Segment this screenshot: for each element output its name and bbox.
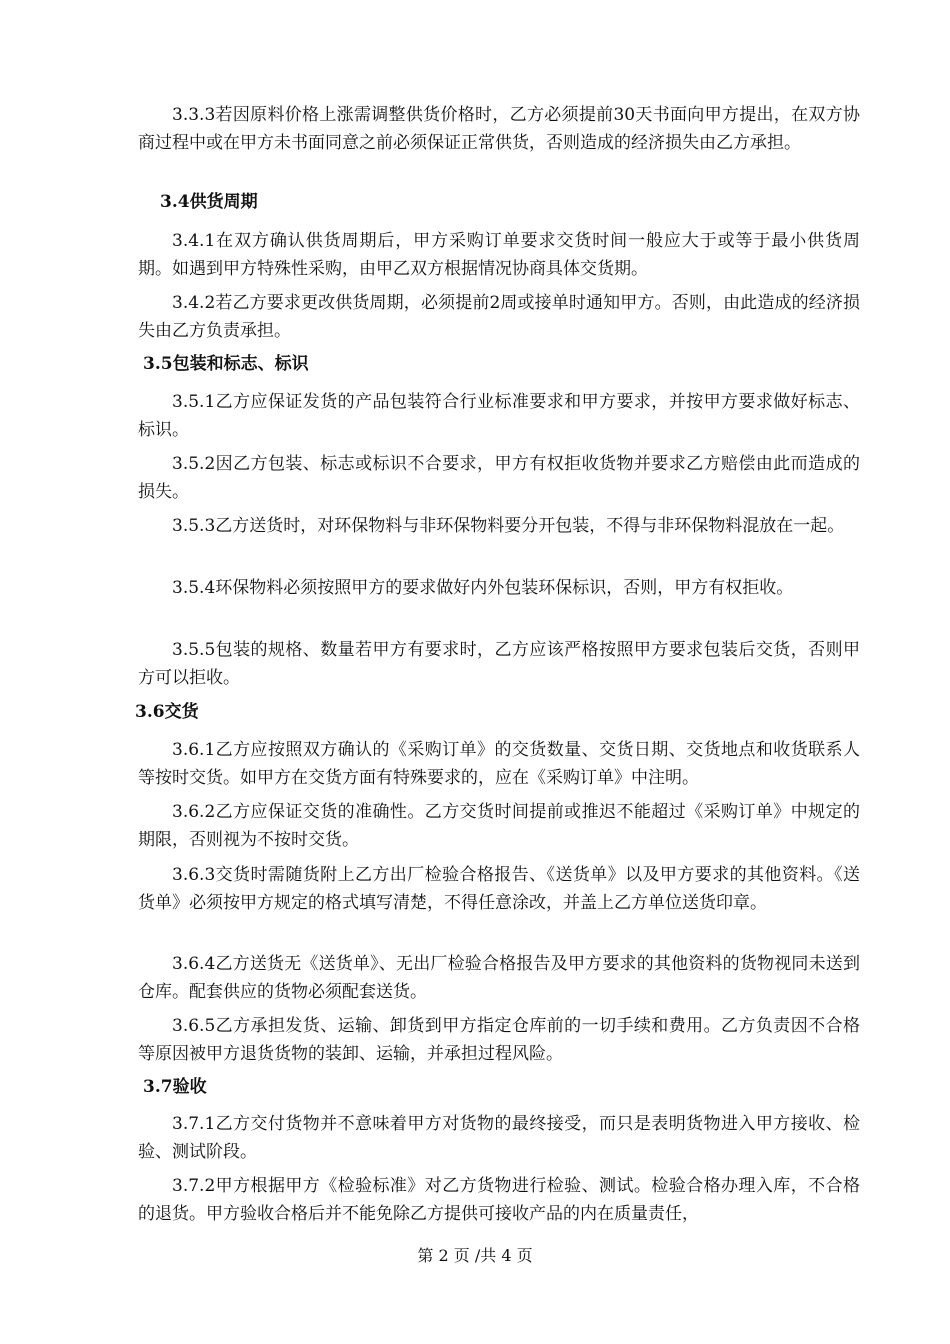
page-footer: 第 2 页 /共 4 页 — [417, 1246, 533, 1265]
paragraph-3-5-1: 3.5.1乙方应保证发货的产品包装符合行业标准要求和甲方要求，并按甲方要求做好标志、标识。 — [138, 392, 860, 440]
paragraph-3-4-1: 3.4.1在双方确认供货周期后，甲方采购订单要求交货时间一般应大于或等于最小供货周期。如遇到甲方特殊性采购，由甲乙双方根据情况协商具体交货期。 — [138, 231, 860, 279]
heading-3-7: 3.7验收 — [143, 1077, 207, 1097]
heading-3-6: 3.6交货 — [135, 702, 199, 722]
paragraph-3-5-2: 3.5.2因乙方包装、标志或标识不合要求，甲方有权拒收货物并要求乙方赔偿由此而造成的损失。 — [138, 454, 860, 502]
paragraph-3-6-1: 3.6.1乙方应按照双方确认的《采购订单》的交货数量、交货日期、交货地点和收货联系人等按时交货。如甲方在交货方面有特殊要求的，应在《采购订单》中注明。 — [138, 740, 860, 788]
paragraph-3-7-1: 3.7.1乙方交付货物并不意味着甲方对货物的最终接受，而只是表明货物进入甲方接收、检验、测试阶段。 — [138, 1114, 860, 1162]
heading-3-4: 3.4供货周期 — [160, 192, 258, 212]
paragraph-3-6-4: 3.6.4乙方送货无《送货单》、无出厂检验合格报告及甲方要求的其他资料的货物视同未送到仓库。配套供应的货物必须配套送货。 — [138, 954, 860, 1002]
paragraph-3-5-3: 3.5.3乙方送货时，对环保物料与非环保物料要分开包装，不得与非环保物料混放在一起。 — [172, 516, 845, 536]
paragraph-3-5-5: 3.5.5包装的规格、数量若甲方有要求时，乙方应该严格按照甲方要求包装后交货，否则甲方可以拒收。 — [138, 640, 860, 688]
heading-3-5: 3.5包装和标志、标识 — [143, 354, 309, 374]
paragraph-3-5-4: 3.5.4环保物料必须按照甲方的要求做好内外包装环保标识，否则，甲方有权拒收。 — [172, 578, 794, 598]
paragraph-3-7-2: 3.7.2甲方根据甲方《检验标准》对乙方货物进行检验、测试。检验合格办理入库，不合格的退货。甲方验收合格后并不能免除乙方提供可接收产品的内在质量责任， — [138, 1176, 860, 1224]
paragraph-3-6-2: 3.6.2乙方应保证交货的准确性。乙方交货时间提前或推迟不能超过《采购订单》中规定的期限，否则视为不按时交货。 — [138, 802, 860, 850]
paragraph-3-3-3: 3.3.3若因原料价格上涨需调整供货价格时，乙方必须提前30天书面向甲方提出，在双方协商过程中或在甲方未书面同意之前必须保证正常供货，否则造成的经济损失由乙方承担。 — [138, 105, 860, 153]
paragraph-3-6-3: 3.6.3交货时需随货附上乙方出厂检验合格报告、《送货单》以及甲方要求的其他资料。《送货单》必须按甲方规定的格式填写清楚，不得任意涂改，并盖上乙方单位送货印章。 — [138, 865, 860, 913]
paragraph-3-6-5: 3.6.5乙方承担发货、运输、卸货到甲方指定仓库前的一切手续和费用。乙方负责因不合格等原因被甲方退货货物的装卸、运输，并承担过程风险。 — [138, 1016, 860, 1064]
paragraph-3-4-2: 3.4.2若乙方要求更改供货周期，必须提前2周或接单时通知甲方。否则，由此造成的经济损失由乙方负责承担。 — [138, 293, 860, 341]
